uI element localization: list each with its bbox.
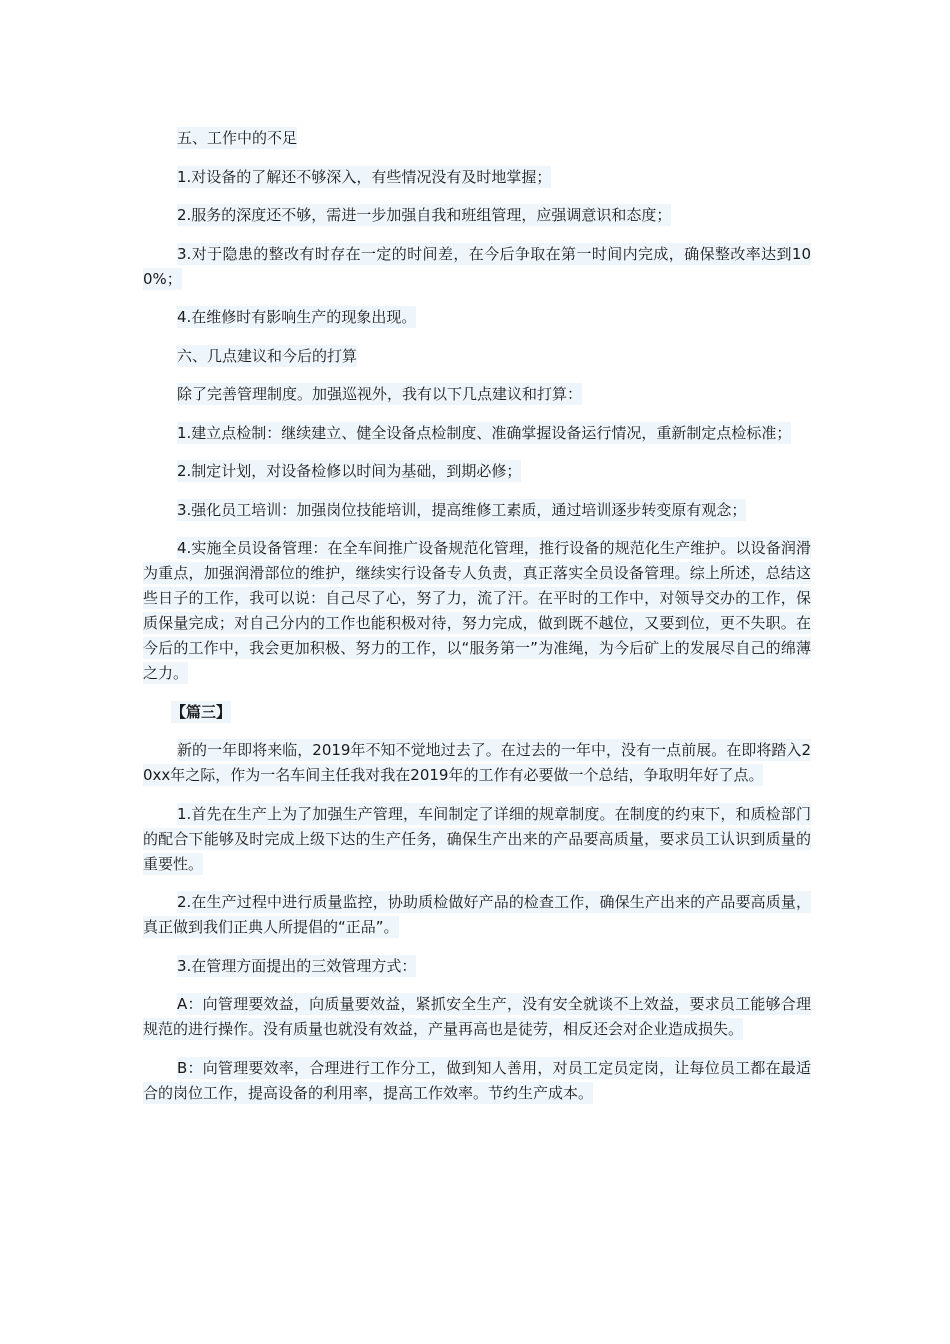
document-page xyxy=(143,126,811,1119)
paragraph: 2.制定计划，对设备检修以时间为基础，到期必修； xyxy=(177,462,522,480)
paragraph: 3.在管理方面提出的三效管理方式： xyxy=(177,956,417,975)
paragraph: 2.服务的深度还不够，需进一步加强自我和班组管理，应强调意识和态度； xyxy=(177,206,672,224)
paragraph: 4.实施全员设备管理：在全车间推广设备规范化管理，推行设备的规范化生产维护。以设备润滑为重点，加强润滑部位的维护，继续实行设备专人负责，真正落实全员设备管理。综上所述，总结这些日子的工作，我可以说：自己尽了心，努了力，流了汗。在平时的工作中，对领导交办的工作，保质保量完成；对自己分内的工作也能积极对待，努力完成，做到既不越位，又要到位，更不失职。在今后的工作中，我会更加积极、努力的工作，以“服务第一”为准绳，为今后矿上的发展尽自己的绵薄之力。 xyxy=(143,539,811,682)
paragraph: 除了完善管理制度。加强巡视外，我有以下几点建议和打算： xyxy=(177,385,583,403)
paragraph: 3.对于隐患的整改有时存在一定的时间差，在今后争取在第一时间内完成，确保整改率达到100%； xyxy=(143,244,811,288)
part-heading: 【篇三】 xyxy=(171,702,232,721)
paragraph: A：向管理要效益，向质量要效益，紧抓安全生产，没有安全就谈不上效益，要求员工能够合理规范的进行操作。没有质量也就没有效益，产量再高也是徒劳，相反还会对企业造成损失。 xyxy=(143,995,811,1038)
paragraph: 4.在维修时有影响生产的现象出现。 xyxy=(177,308,417,326)
paragraph: 新的一年即将来临，2019年不知不觉地过去了。在过去的一年中，没有一点前展。在即将踏入20xx年之际，作为一名车间主任我对我在2019年的工作有必要做一个总结，争取明年好了点。 xyxy=(143,741,811,784)
paragraph: 2.在生产过程中进行质量监控，协助质检做好产品的检查工作，确保生产出来的产品要高质量，真正做到我们正典人所提倡的“正品”。 xyxy=(143,893,811,936)
paragraph: B：向管理要效率，合理进行工作分工，做到知人善用，对员工定员定岗，让每位员工都在最适合的岗位工作，提高设备的利用率，提高工作效率。节约生产成本。 xyxy=(143,1058,811,1102)
section-heading-6: 六、几点建议和今后的打算 xyxy=(177,346,358,365)
paragraph: 1.建立点检制：继续建立、健全设备点检制度、准确掌握设备运行情况，重新制定点检标准； xyxy=(177,423,792,442)
paragraph: 1.对设备的了解还不够深入，有些情况没有及时地掌握； xyxy=(177,167,552,186)
paragraph: 3.强化员工培训：加强岗位技能培训，提高维修工素质，通过培训逐步转变原有观念； xyxy=(177,500,747,519)
section-heading-5: 五、工作中的不足 xyxy=(177,129,298,147)
paragraph: 1.首先在生产上为了加强生产管理，车间制定了详细的规章制度。在制度的约束下，和质检部门的配合下能够及时完成上级下达的生产任务，确保生产出来的产品要高质量，要求员工认识到质量的重要性。 xyxy=(143,804,811,873)
